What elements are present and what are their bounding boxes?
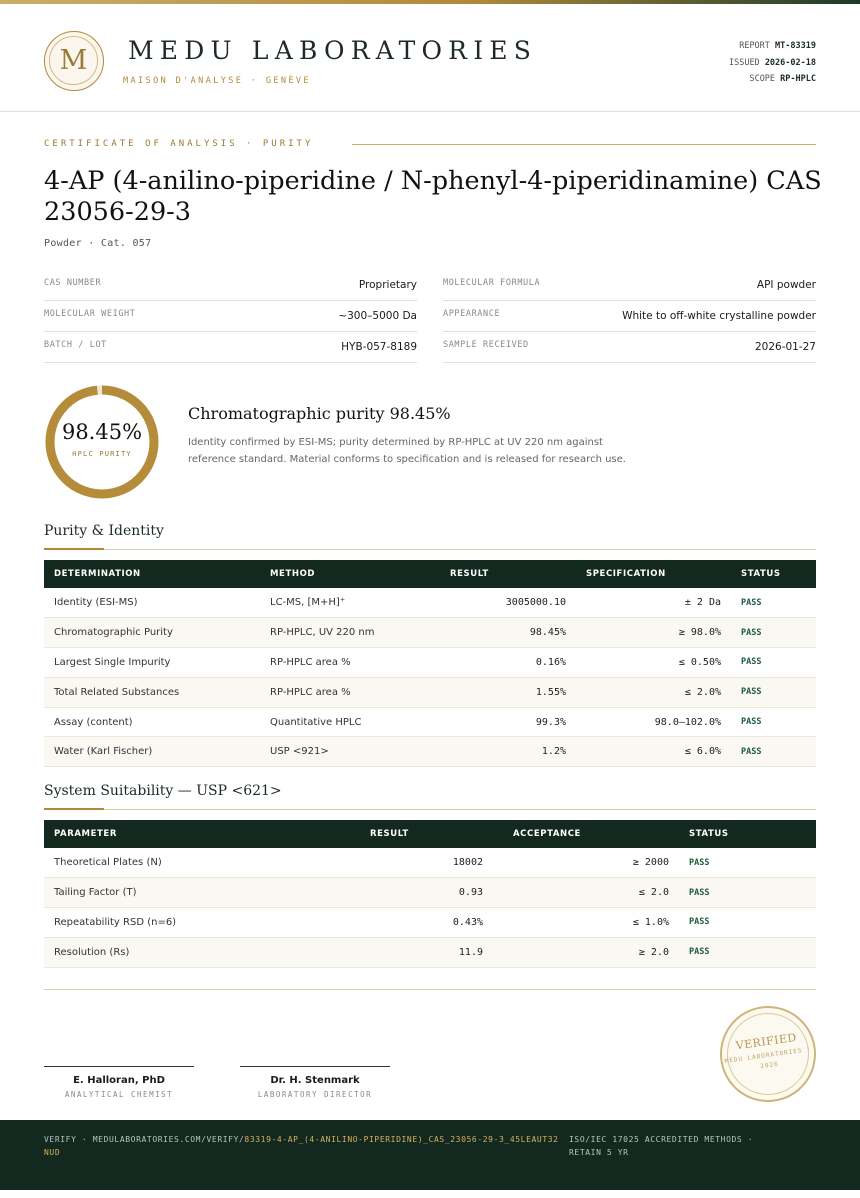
purity-identity-table: [44, 560, 816, 767]
specification-cell: ≤ 0.50%: [576, 648, 731, 678]
purity-ring-label: HPLC PURITY: [72, 450, 132, 458]
parameter-cell: Theoretical Plates (N): [44, 848, 350, 878]
info-value: Proprietary: [358, 279, 417, 291]
status-badge: PASS: [679, 848, 816, 878]
specification-cell: 98.0–102.0%: [576, 707, 731, 737]
brand-logo-seal: [44, 31, 104, 91]
status-badge: PASS: [731, 737, 816, 767]
section-title-purity-identity: Purity & Identity: [44, 523, 164, 539]
status-badge: PASS: [731, 707, 816, 737]
column-header: METHOD: [260, 560, 430, 588]
info-value: HYB-057-8189: [341, 341, 417, 353]
info-value: White to off-white crystalline powder: [622, 310, 816, 322]
info-key: APPEARANCE: [443, 309, 501, 319]
product-title: 4-AP (4-anilino-piperidine / N-phenyl-4-piperidinamine) CAS 23056-29-3: [44, 166, 822, 227]
info-row-cas-number: [44, 270, 417, 301]
scope-line: SCOPE RP-HPLC: [749, 74, 816, 84]
signatory-role: LABORATORY DIRECTOR: [257, 1090, 373, 1099]
determination-cell: Water (Karl Fischer): [44, 737, 260, 767]
result-cell: 1.55%: [430, 677, 576, 707]
report-number-line: REPORT MT-83319: [739, 41, 816, 51]
column-header: RESULT: [350, 820, 493, 848]
status-badge: PASS: [731, 677, 816, 707]
status-badge: PASS: [731, 648, 816, 678]
determination-cell: Identity (ESI-MS): [44, 588, 260, 618]
info-key: SAMPLE RECEIVED: [443, 340, 529, 350]
acceptance-cell: ≤ 1.0%: [493, 908, 679, 938]
result-cell: 0.16%: [430, 648, 576, 678]
table-row: [44, 677, 816, 707]
signatory-name: Dr. H. Stenmark: [270, 1075, 360, 1086]
purity-description: Identity confirmed by ESI-MS; purity determined by RP-HPLC at UV 220 nm against reference standard. Material conforms to specification and is released for research use.: [188, 437, 626, 465]
signatory-role: ANALYTICAL CHEMIST: [64, 1090, 174, 1099]
section-title-system-suitability: System Suitability — USP <621>: [44, 783, 282, 799]
signature-block-director: [240, 1066, 390, 1099]
column-header: ACCEPTANCE: [493, 820, 679, 848]
signature-line: [240, 1066, 390, 1067]
parameter-cell: Tailing Factor (T): [44, 878, 350, 908]
issued-date-line: ISSUED 2026-02-18: [728, 57, 816, 68]
table-header-row: [44, 820, 816, 848]
status-badge: PASS: [731, 588, 816, 618]
status-badge: PASS: [679, 878, 816, 908]
verify-block: [44, 1133, 559, 1159]
method-cell: RP-HPLC, UV 220 nm: [260, 618, 430, 648]
brand-tagline: MAISON D'ANALYSE · GENÈVE: [123, 76, 311, 86]
info-key: BATCH / LOT: [44, 340, 107, 350]
status-badge: PASS: [731, 618, 816, 648]
report-number: MT-83319: [775, 41, 816, 51]
result-cell: 0.93: [350, 878, 493, 908]
stamp-text: VERIFIED: [734, 1030, 798, 1053]
method-cell: LC-MS, [M+H]⁺: [260, 588, 430, 618]
table-row: [44, 848, 816, 878]
acceptance-cell: ≤ 2.0: [493, 878, 679, 908]
info-value: 2026-01-27: [754, 341, 816, 353]
table-row: [44, 588, 816, 618]
signature-block-analyst: [44, 1066, 194, 1099]
column-header: PARAMETER: [44, 820, 350, 848]
table-row: [44, 618, 816, 648]
info-row-molecular-weight: [44, 301, 417, 332]
accreditation-note: ISO/IEC 17025 ACCREDITED METHODS · RETAIN 5 YR: [569, 1135, 754, 1157]
result-cell: 11.9: [350, 937, 493, 967]
info-row-molecular-formula: [443, 270, 816, 301]
result-cell: 98.45%: [430, 618, 576, 648]
determination-cell: Total Related Substances: [44, 677, 260, 707]
system-suitability-table: [44, 820, 816, 968]
verified-stamp: [714, 1000, 822, 1108]
table-header-row: [44, 560, 816, 588]
table-row: [44, 908, 816, 938]
method-cell: RP-HPLC area %: [260, 677, 430, 707]
parameter-cell: Resolution (Rs): [44, 937, 350, 967]
method-cell: Quantitative HPLC: [260, 707, 430, 737]
specification-cell: ≤ 2.0%: [576, 677, 731, 707]
column-header: SPECIFICATION: [576, 560, 731, 588]
signatory-name: E. Halloran, PhD: [73, 1075, 165, 1086]
purity-heading: Chromatographic purity 98.45%: [188, 404, 451, 423]
kicker-text: CERTIFICATE OF ANALYSIS · PURITY: [44, 139, 314, 149]
info-row-batch-lot: [44, 332, 417, 363]
determination-cell: Largest Single Impurity: [44, 648, 260, 678]
parameter-cell: Repeatability RSD (n=6): [44, 908, 350, 938]
scope-value: RP-HPLC: [780, 74, 816, 84]
acceptance-cell: ≥ 2.0: [493, 937, 679, 967]
info-value: ~300–5000 Da: [338, 310, 417, 322]
column-header: STATUS: [731, 560, 816, 588]
info-key: CAS NUMBER: [44, 278, 102, 288]
result-cell: 1.2%: [430, 737, 576, 767]
certificate-kicker: [44, 139, 816, 151]
report-header: [0, 4, 860, 112]
section-rule: [44, 549, 816, 550]
info-row-sample-received: [443, 332, 816, 363]
info-key: MOLECULAR WEIGHT: [44, 309, 136, 319]
info-key: MOLECULAR FORMULA: [443, 278, 541, 288]
stamp-subtext: MEDU LABORATORIES · 2026: [724, 1045, 813, 1071]
result-cell: 18002: [350, 848, 493, 878]
status-badge: PASS: [679, 937, 816, 967]
column-header: RESULT: [430, 560, 576, 588]
section-accent: [44, 548, 104, 550]
specification-cell: ≥ 98.0%: [576, 618, 731, 648]
column-header: STATUS: [679, 820, 816, 848]
signature-divider: [44, 989, 816, 990]
verify-prefix: VERIFY · MEDULABORATORIES.COM/VERIFY/: [44, 1135, 245, 1144]
table-row: [44, 937, 816, 967]
product-subtitle: Powder · Cat. 057: [44, 238, 152, 249]
method-cell: USP <921>: [260, 737, 430, 767]
acceptance-cell: ≥ 2000: [493, 848, 679, 878]
result-cell: 0.43%: [350, 908, 493, 938]
brand-name: MEDU LABORATORIES: [128, 36, 538, 65]
logo-letter: M: [59, 45, 88, 76]
specification-cell: ± 2 Da: [576, 588, 731, 618]
section-rule: [44, 809, 816, 810]
kicker-rule: [352, 144, 816, 145]
method-cell: RP-HPLC area %: [260, 648, 430, 678]
table-row: [44, 648, 816, 678]
purity-ring: [44, 384, 160, 500]
signature-line: [44, 1066, 194, 1067]
result-cell: 99.3%: [430, 707, 576, 737]
table-row: [44, 707, 816, 737]
info-row-appearance: [443, 301, 816, 332]
report-meta: [729, 38, 816, 88]
table-row: [44, 737, 816, 767]
result-cell: 3005000.10: [430, 588, 576, 618]
table-row: [44, 878, 816, 908]
determination-cell: Chromatographic Purity: [44, 618, 260, 648]
report-footer: [0, 1120, 860, 1190]
info-value: API powder: [756, 279, 816, 291]
purity-value: 98.45%: [61, 420, 143, 444]
verify-link[interactable]: 83319-4-AP_(4-ANILINO-PIPERIDINE)_CAS_23056-29-3_45LEAUT32NUD: [44, 1135, 559, 1157]
issued-date: 2026-02-18: [764, 57, 816, 68]
column-header: DETERMINATION: [44, 560, 260, 588]
determination-cell: Assay (content): [44, 707, 260, 737]
specification-cell: ≤ 6.0%: [576, 737, 731, 767]
status-badge: PASS: [679, 908, 816, 938]
section-accent: [44, 808, 104, 810]
